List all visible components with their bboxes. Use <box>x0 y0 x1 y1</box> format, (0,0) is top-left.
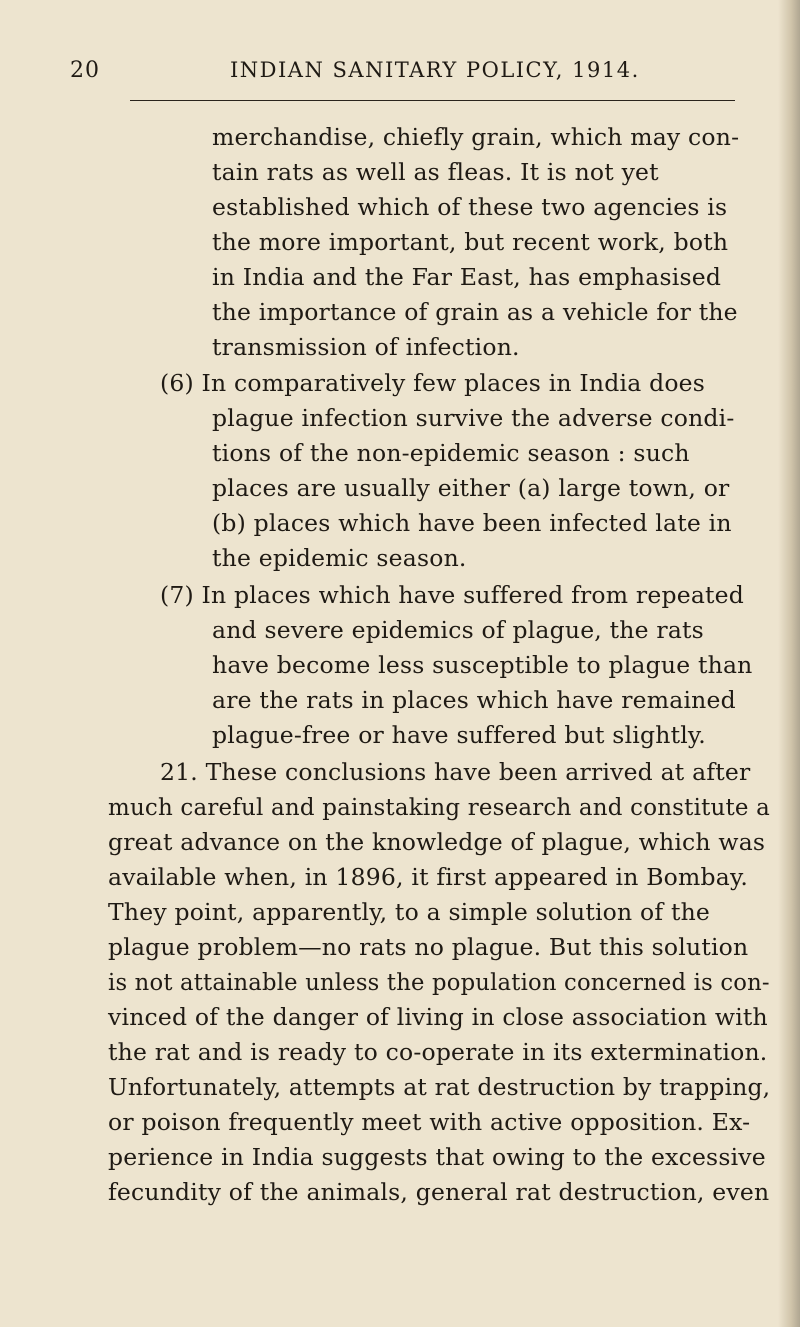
text-line: 21. These conclusions have been arrived at after <box>160 758 751 786</box>
running-head: INDIAN SANITARY POLICY, 1914. <box>230 58 640 82</box>
text-line: much careful and painstaking research and constitute a <box>108 793 771 821</box>
text-line: vinced of the danger of living in close association with <box>108 1003 768 1031</box>
text-line: tain rats as well as fleas. It is not yet <box>212 158 659 186</box>
text-line: and severe epidemics of plague, the rats <box>212 616 704 644</box>
text-line: in India and the Far East, has emphasised <box>212 263 722 291</box>
text-line: the importance of grain as a vehicle for the <box>212 298 738 326</box>
text-line: the more important, but recent work, both <box>212 228 729 256</box>
text-line: They point, apparently, to a simple solution of the <box>108 898 711 926</box>
text-line: established which of these two agencies is <box>212 193 728 221</box>
text-line: (6) In comparatively few places in India does <box>160 369 706 397</box>
text-line: fecundity of the animals, general rat destruction, even <box>108 1178 770 1206</box>
page-header <box>50 50 750 94</box>
text-line: places are usually either (a) large town, or <box>212 474 730 502</box>
text-line: plague problem—no rats no plague. But this solution <box>108 933 749 961</box>
text-line: (b) places which have been infected late in <box>212 509 732 537</box>
text-line: is not attainable unless the population concerned is con- <box>108 968 770 996</box>
text-line: transmission of infection. <box>212 333 520 361</box>
text-line: tions of the non-epidemic season : such <box>212 439 690 467</box>
text-line: plague-free or have suffered but slightly. <box>212 721 706 749</box>
text-line: plague infection survive the adverse condi- <box>212 404 735 432</box>
header-rule <box>130 100 735 101</box>
text-line: great advance on the knowledge of plague, which was <box>108 828 766 856</box>
text-line: (7) In places which have suffered from repeated <box>160 581 745 609</box>
text-line: or poison frequently meet with active opposition. Ex- <box>108 1108 751 1136</box>
text-line: are the rats in places which have remained <box>212 686 736 714</box>
text-line: perience in India suggests that owing to the excessive <box>108 1143 766 1171</box>
text-line: Unfortunately, attempts at rat destruction by trapping, <box>108 1073 771 1101</box>
text-line: merchandise, chiefly grain, which may con- <box>212 123 740 151</box>
page-edge-shadow <box>778 0 800 1327</box>
text-line: the rat and is ready to co-operate in its extermination. <box>108 1038 768 1066</box>
text-line: available when, in 1896, it first appeared in Bombay. <box>108 863 748 891</box>
page-number: 20 <box>70 58 100 83</box>
text-line: have become less susceptible to plague than <box>212 651 753 679</box>
text-line: the epidemic season. <box>212 544 467 572</box>
